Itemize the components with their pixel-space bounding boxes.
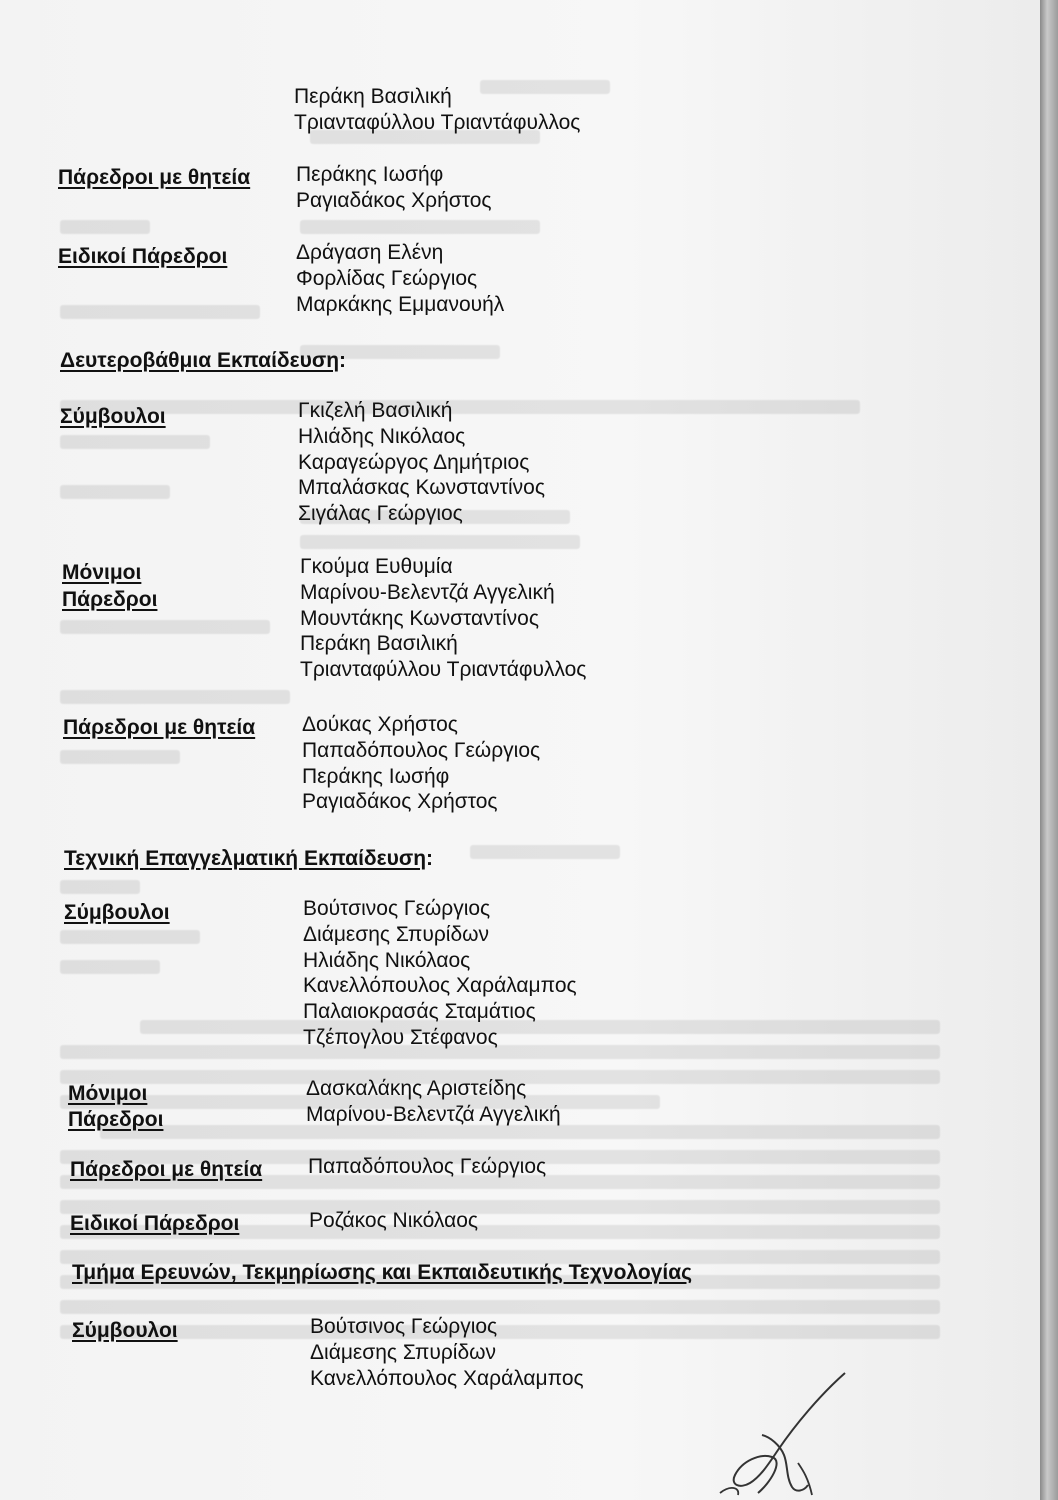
permanent-label-line2: Πάρεδροι <box>62 588 158 611</box>
section-title: Τμήμα Ερευνών, Τεκμηρίωσης και Εκπαιδευτικής Τεχνολογίας <box>72 1261 693 1284</box>
fixed-term-label: Πάρεδροι με θητεία <box>63 716 256 739</box>
name-entry: Περάκη Βασιλική <box>294 85 452 108</box>
special-advisors-names <box>296 240 504 317</box>
special-advisors-label: Ειδικοί Πάρεδροι <box>70 1212 240 1235</box>
advisors-label: Σύμβουλοι <box>72 1319 178 1342</box>
advisors-label: Σύμβουλοι <box>60 405 166 428</box>
name-entry: Γκιζελή Βασιλική <box>298 399 453 422</box>
fixed-term-label: Πάρεδροι με θητεία <box>58 166 251 189</box>
name-entry: Σιγάλας Γεώργιος <box>298 502 463 526</box>
name-entry: Μπαλάσκας Κωνσταντίνος <box>298 476 545 500</box>
advisors-label: Σύμβουλοι <box>64 901 170 924</box>
name-entry: Παλαιοκρασάς Σταμάτιος <box>303 1000 536 1024</box>
name-entry: Διάμεσης Σπυρίδων <box>303 922 490 946</box>
advisors-names <box>298 398 545 527</box>
continued-permanent-names <box>294 84 580 136</box>
name-entry: Κανελλόπουλος Χαράλαμπος <box>303 974 577 998</box>
name-entry: Τζέπογλου Στέφανος <box>303 1025 498 1049</box>
name-entry: Τριανταφύλλου Τριαντάφυλλος <box>294 110 581 134</box>
fixed-term-names <box>296 162 492 214</box>
name-entry: Μαρίνου-Βελεντζά Αγγελική <box>306 1102 561 1126</box>
name-entry: Διάμεσης Σπυρίδων <box>310 1340 497 1364</box>
name-entry: Τριανταφύλλου Τριαντάφυλλος <box>300 658 587 682</box>
fixed-term-label: Πάρεδροι με θητεία <box>70 1158 263 1181</box>
fixed-term-names <box>302 712 540 815</box>
name-entry: Περάκης Ιωσήφ <box>296 163 444 186</box>
permanent-label-line2: Πάρεδροι <box>68 1108 164 1131</box>
name-entry: Βούτσινος Γεώργιος <box>303 897 491 920</box>
name-entry: Καραγεώργος Δημήτριος <box>298 450 530 474</box>
name-entry: Δράγαση Ελένη <box>296 241 444 264</box>
special-advisors-names <box>309 1208 478 1234</box>
section-title: Τεχνική Επαγγελματική Εκπαίδευση <box>64 847 427 870</box>
name-entry: Περάκη Βασιλική <box>300 632 458 656</box>
special-advisors-label: Ειδικοί Πάρεδροι <box>58 245 228 268</box>
name-entry: Ηλιάδης Νικόλαος <box>298 424 466 448</box>
name-entry: Παπαδόπουλος Γεώργιος <box>302 738 541 762</box>
name-entry: Μαρίνου-Βελεντζά Αγγελική <box>300 580 555 604</box>
permanent-names <box>306 1076 561 1128</box>
section-colon: : <box>426 847 434 870</box>
name-entry: Φορλίδας Γεώργιος <box>296 266 478 290</box>
name-entry: Ροζάκος Νικόλαος <box>309 1209 479 1232</box>
name-entry: Ραγιαδάκος Χρήστος <box>302 790 498 814</box>
section-heading-research <box>72 1260 692 1286</box>
permanent-label-line1: Μόνιμοι <box>68 1082 148 1105</box>
section-title: Δευτεροβάθμια Εκπαίδευση <box>60 349 340 372</box>
handwritten-signature <box>700 1365 870 1500</box>
name-entry: Ραγιαδάκος Χρήστος <box>296 188 492 212</box>
name-entry: Παπαδόπουλος Γεώργιος <box>308 1155 547 1178</box>
name-entry: Δασκαλάκης Αριστείδης <box>306 1077 527 1100</box>
name-entry: Δούκας Χρήστος <box>302 713 458 736</box>
section-heading-secondary <box>60 348 346 374</box>
advisors-names <box>303 896 577 1051</box>
permanent-names <box>300 554 586 683</box>
name-entry: Μαρκάκης Εμμανουήλ <box>296 292 505 316</box>
permanent-label-line1: Μόνιμοι <box>62 561 142 584</box>
fixed-term-names <box>308 1154 546 1180</box>
name-entry: Ηλιάδης Νικόλαος <box>303 948 471 972</box>
section-heading-technical <box>64 846 433 872</box>
name-entry: Περάκης Ιωσήφ <box>302 764 450 788</box>
name-entry: Κανελλόπουλος Χαράλαμπος <box>310 1366 584 1390</box>
page-binding-edge <box>1040 0 1058 1500</box>
advisors-names <box>310 1314 584 1391</box>
name-entry: Μουντάκης Κωνσταντίνος <box>300 606 539 630</box>
name-entry: Γκούμα Ευθυμία <box>300 555 453 578</box>
name-entry: Βούτσινος Γεώργιος <box>310 1315 498 1338</box>
section-colon: : <box>339 349 347 372</box>
